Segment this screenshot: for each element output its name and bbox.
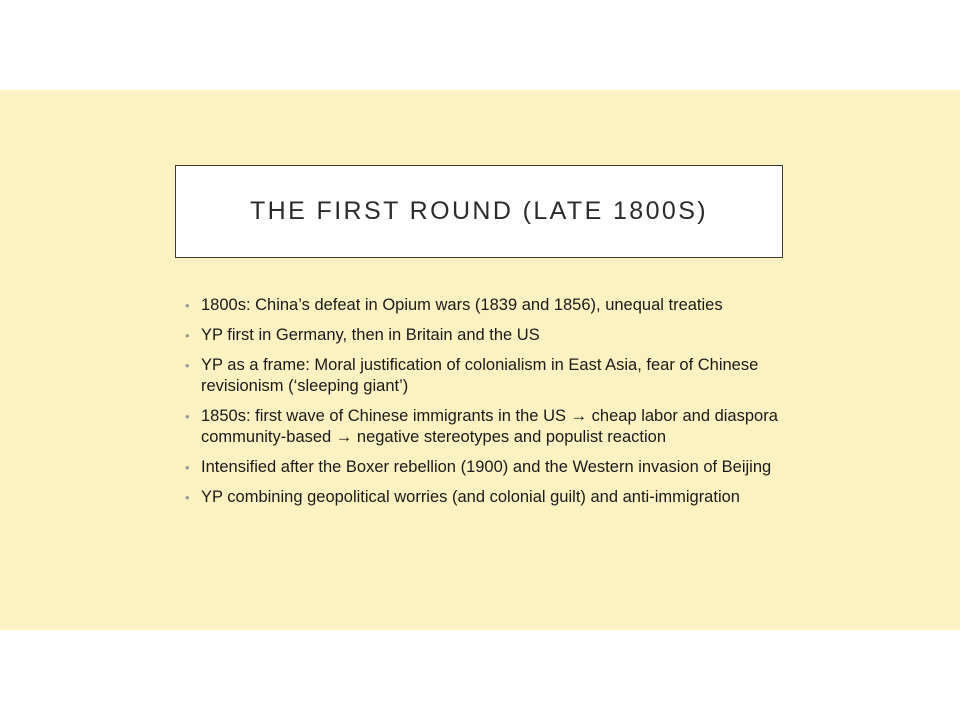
bullet-icon: • [185, 328, 190, 343]
bullet-item [185, 325, 785, 346]
bullet-item [185, 295, 785, 316]
bullet-icon: • [185, 298, 190, 313]
bullet-icon: • [185, 490, 190, 505]
bullet-text: YP first in Germany, then in Britain and the US [201, 326, 540, 344]
bullet-icon: • [185, 409, 190, 424]
bullet-item [185, 355, 785, 397]
bullet-icon: • [185, 358, 190, 373]
bullet-text: YP as a frame: Moral justification of colonialism in East Asia, fear of Chinese revisionism (‘sleeping giant’) [201, 356, 759, 395]
slide-title: THE FIRST ROUND (LATE 1800S) [249, 197, 709, 225]
bullet-item [185, 406, 785, 448]
bullet-icon: • [185, 460, 190, 475]
slide [0, 90, 960, 630]
bullet-item [185, 457, 785, 478]
title-box [175, 165, 783, 258]
bullet-item [185, 487, 785, 508]
bullet-text: 1850s: first wave of Chinese immigrants in the US → cheap labor and diaspora community-based → negative stereotypes and populist reaction [201, 407, 778, 446]
bullet-list [185, 295, 785, 517]
bullet-text: YP combining geopolitical worries (and colonial guilt) and anti-immigration [201, 488, 740, 506]
bullet-text: Intensified after the Boxer rebellion (1900) and the Western invasion of Beijing [201, 458, 772, 476]
bullet-text: 1800s: China’s defeat in Opium wars (1839 and 1856), unequal treaties [201, 296, 723, 314]
